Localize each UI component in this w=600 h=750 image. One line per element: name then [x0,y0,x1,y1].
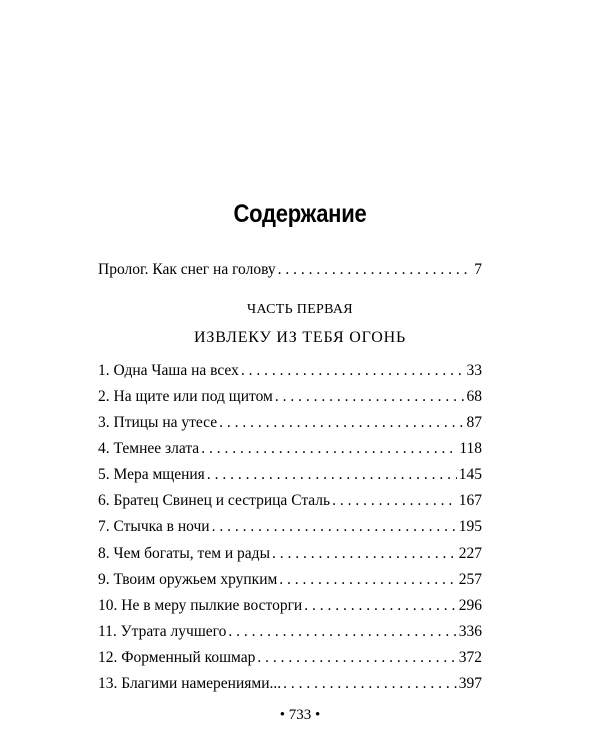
dot-leader [272,544,457,564]
toc-entry-chapter-11[interactable] [98,618,482,642]
toc-entry-page: 7 [474,261,482,278]
toc-entry-prologue[interactable] [98,256,482,280]
toc-entry-page: 167 [458,492,482,509]
toc-entry-label: 10. Не в меру пылкие восторги [98,597,303,614]
dot-leader [275,387,465,407]
page-number: • 733 • [279,707,321,723]
toc-entry-page: 257 [458,571,482,588]
dot-leader [279,570,456,590]
dot-leader [201,439,457,459]
toc-entry-label: 7. Стычка в ночи [98,518,210,535]
toc-entry-page: 118 [459,440,482,457]
toc-entry-label: 4. Темнее злата [98,440,200,457]
toc-entry-label: 11. Утрата лучшего [98,623,227,640]
toc-entry-page: 87 [466,414,482,431]
dot-leader [212,517,457,537]
dot-leader [304,596,457,616]
toc-entry-chapter-12[interactable] [98,644,482,668]
toc-entry-page: 33 [466,362,482,379]
dot-leader [241,361,465,381]
toc-entry-page: 397 [458,675,482,692]
toc-entry-label: 9. Твоим оружьем хрупким [98,571,278,588]
toc-entry-page: 336 [458,623,482,640]
toc-entry-label: 8. Чем богаты, тем и рады [98,545,270,562]
toc-entry-label: 12. Форменный кошмар [98,649,256,666]
dot-leader [278,260,473,280]
toc-entry-chapter-6[interactable] [98,487,482,511]
toc-entry-page: 145 [458,466,482,483]
toc-entry-chapter-2[interactable] [98,383,482,407]
dot-leader [332,491,457,511]
toc-entry-chapter-4[interactable] [98,435,482,459]
toc-entry-chapter-1[interactable] [98,357,482,381]
dot-leader [219,413,464,433]
toc-entry-label: 3. Птицы на утесе [98,414,218,431]
part-label: ЧАСТЬ ПЕРВАЯ [247,302,353,317]
toc-entry-chapter-9[interactable] [98,566,482,590]
toc-entry-label: 5. Мера мщения [98,466,205,483]
toc-entry-page: 296 [458,597,482,614]
toc-entry-chapter-7[interactable] [98,513,482,537]
toc-entry-label: 1. Одна Чаша на всех [98,362,239,379]
toc-entry-label: 2. На щите или под щитом [98,388,273,405]
toc-entry-page: 195 [458,518,482,535]
toc-entry-chapter-3[interactable] [98,409,482,433]
toc-entry-page: 372 [458,649,482,666]
dot-leader [207,465,457,485]
toc-entry-chapter-5[interactable] [98,461,482,485]
toc-entry-chapter-13[interactable] [98,670,482,694]
dot-leader [283,674,457,694]
toc-entry-label: Пролог. Как снег на голову [98,261,276,278]
dot-leader [257,648,456,668]
part-title: ИЗВЛЕКУ ИЗ ТЕБЯ ОГОНЬ [194,329,406,346]
toc-entry-chapter-8[interactable] [98,540,482,564]
toc-entry-chapter-10[interactable] [98,592,482,616]
toc-entry-page: 227 [458,545,482,562]
page-title: Содержание [233,200,367,228]
dot-leader [228,622,456,642]
toc-entry-label: 6. Братец Свинец и сестрица Сталь [98,492,331,509]
toc-entry-label: 13. Благими намерениями... [98,675,282,692]
toc-entry-page: 68 [466,388,482,405]
